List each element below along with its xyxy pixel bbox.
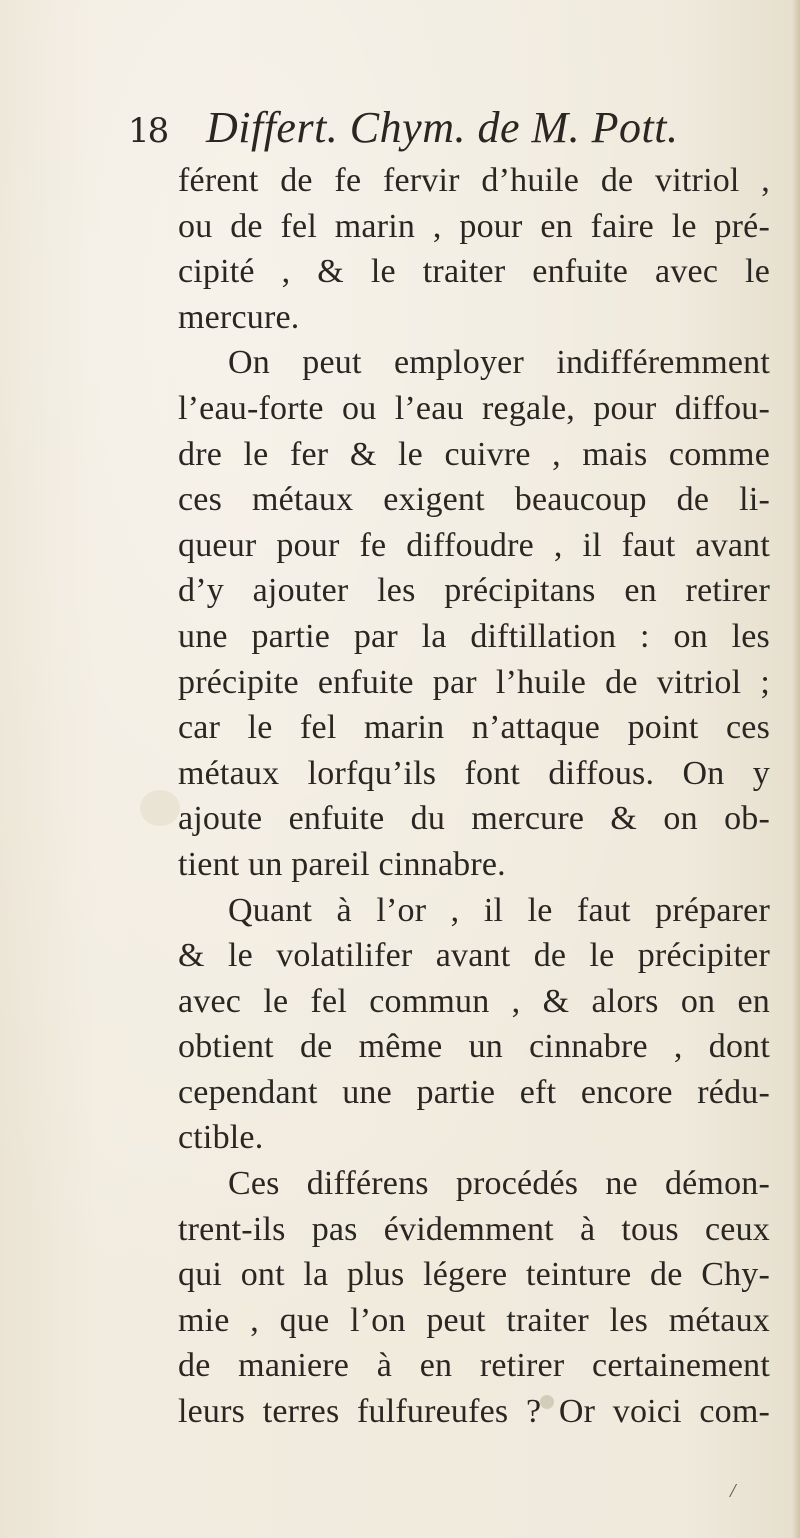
text-line: car le fel marin n’attaque point ces xyxy=(178,709,770,747)
text-line: obtient de même un cinnabre , dont xyxy=(178,1028,770,1066)
page-number: 18 xyxy=(128,111,168,151)
text-line: l’eau-forte ou l’eau regale, pour diffou- xyxy=(178,389,770,427)
text-line: ctible. xyxy=(178,1119,264,1157)
page-mark: / xyxy=(730,1480,736,1502)
body-text xyxy=(178,158,770,1435)
text-line: ou de fel marin , pour en faire le pré- xyxy=(178,207,770,245)
running-title: Differt. Chym. de M. Pott. xyxy=(205,103,679,152)
page-edge xyxy=(792,0,800,1538)
text-line: trent-ils pas évidemment à tous ceux xyxy=(178,1210,770,1248)
text-line: ces métaux exigent beaucoup de li- xyxy=(178,481,770,519)
text-line: férent de fe fervir d’huile de vitriol , xyxy=(178,162,770,199)
text-line: Ces différens procédés ne démon- xyxy=(228,1165,770,1203)
text-line: cipité , & le traiter enfuite avec le xyxy=(178,253,770,291)
text-line: précipite enfuite par l’huile de vitriol ; xyxy=(178,663,770,701)
text-line: cependant une partie eft encore rédu- xyxy=(178,1073,770,1111)
text-line: avec le fel commun , & alors on en xyxy=(178,982,770,1020)
text-line: & le volatilifer avant de le précipiter xyxy=(178,937,770,975)
text-line: mie , que l’on peut traiter les métaux xyxy=(178,1301,770,1339)
text-line: Quant à l’or , il le faut préparer xyxy=(228,891,770,929)
text-line: qui ont la plus légere teinture de Chy- xyxy=(178,1256,770,1294)
text-line: de maniere à en retirer certainement xyxy=(178,1347,770,1385)
text-line: tient un pareil cinnabre. xyxy=(178,845,506,883)
text-line: On peut employer indifféremment xyxy=(228,344,770,382)
page-header xyxy=(128,98,708,158)
text-line: ajoute enfuite du mercure & on ob- xyxy=(178,800,770,838)
text-line: métaux lorfqu’ils font diffous. On y xyxy=(178,754,770,792)
text-line: une partie par la diftillation : on les xyxy=(178,617,770,655)
text-line: mercure. xyxy=(178,298,300,336)
text-line: dre le fer & le cuivre , mais comme xyxy=(178,435,770,473)
text-line: d’y ajouter les précipitans en retirer xyxy=(178,572,770,610)
text-line: leurs terres fulfureufes ? Or voici com- xyxy=(178,1393,770,1431)
text-line: queur pour fe diffoudre , il faut avant xyxy=(178,526,770,564)
paper-stain xyxy=(140,790,180,826)
